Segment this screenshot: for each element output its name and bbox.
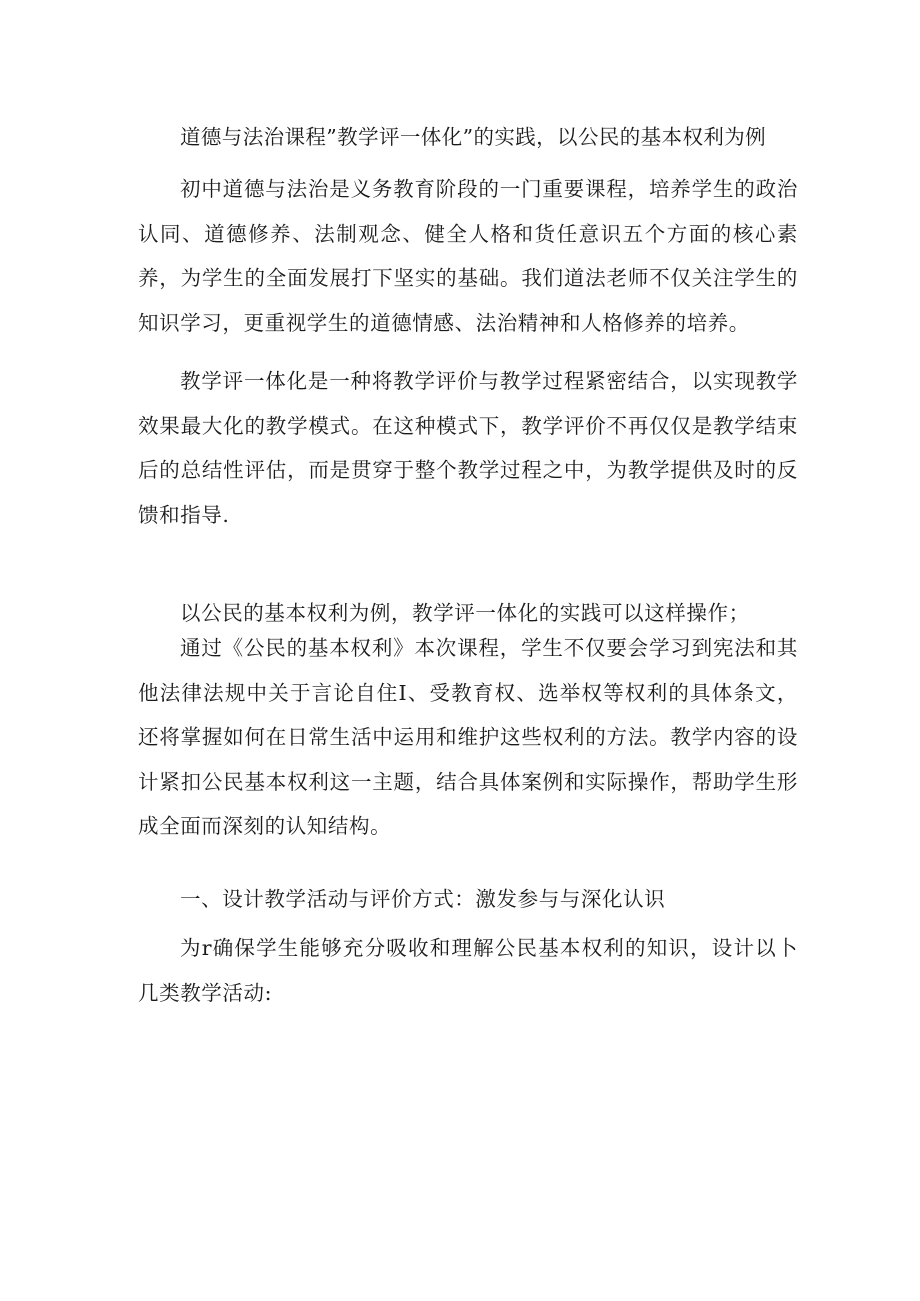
paragraph-course-content: 通过《公民的基本权利》本次课程，学生不仅要会学习到宪法和其他法律法规中关于言论自住I、受教育权、选举权等权利的具体条文，还将掌握如何在日常生活中运用和维护这些权利的方法。教学内容的设计紧扣公民基本权利这一主题，结合具体案例和实际操作，帮助学生形成全面而深刻的认知结构。: [138, 636, 798, 838]
document-title: 道德与法治课程”教学评一体化”的实践，以公民的基本权利为例: [180, 125, 767, 149]
paragraph-definition: 教学评一体化是一种将教学评价与教学过程紧密结合，以实现教学效果最大化的教学模式。在这种模式下，教学评价不再仅仅是教学结束后的总结性评估，而是贯穿于整个教学过程之中，为教学提供及时的反馈和指导.: [138, 369, 798, 527]
paragraph-intro: 初中道德与法治是义务教育阶段的一门重要课程，培养学生的政治认同、道德修养、法制观念、健全人格和货任意识五个方面的核心素养，为学生的全面发展打下坚实的基础。我们道法老师不仅关注学生的知识学习，更重视学生的道德情感、法治精神和人格修养的培养。: [138, 177, 798, 335]
paragraph-activities-lead: 为r确保学生能够充分吸收和理解公民基本权利的知识，设计以卜几类教学活动:: [138, 936, 798, 1005]
section-heading: 一、设计教学活动与评价方式：激发参与与深化认识: [180, 887, 666, 911]
paragraph-example-lead: 以公民的基本权利为例，教学评一体化的实践可以这样操作；: [180, 601, 750, 625]
